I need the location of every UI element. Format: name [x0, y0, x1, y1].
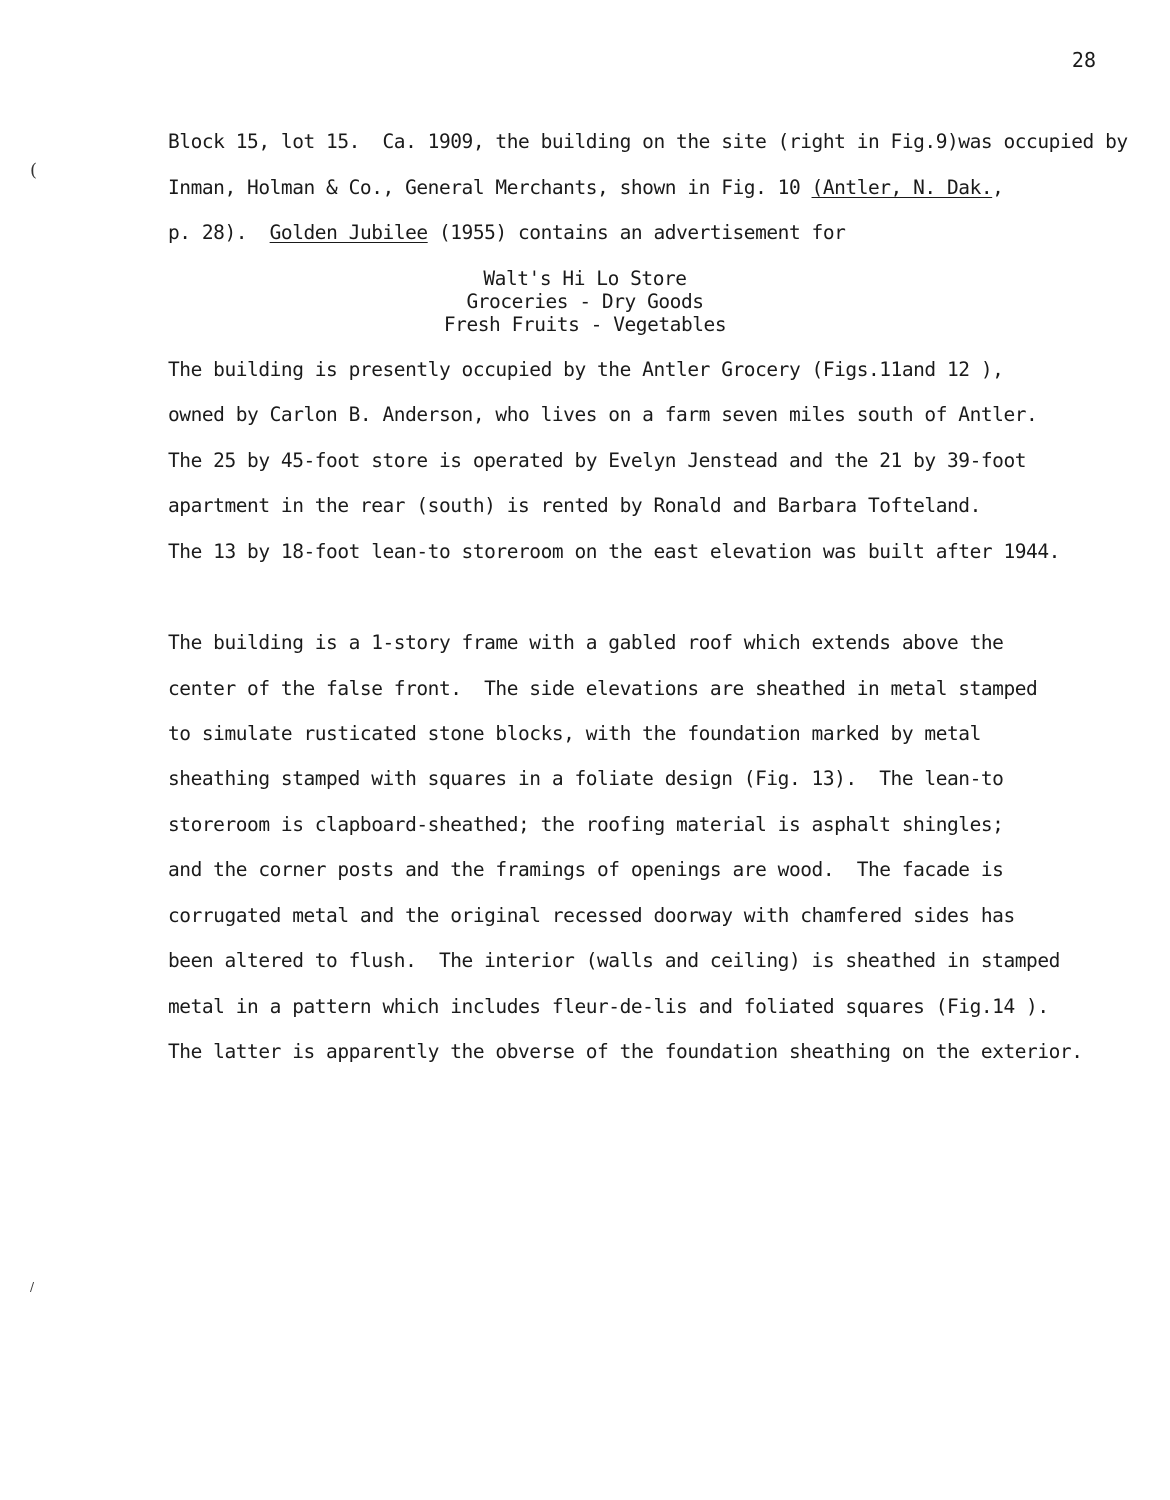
paragraph-3-line-2: center of the false front. The side elevations are sheathed in metal stamped [168, 677, 1038, 700]
paragraph-3-line-9: metal in a pattern which includes fleur-de-lis and foliated squares (Fig.14 ). [168, 995, 1049, 1018]
paragraph-1-line-3-end: (1955) contains an advertisement for [427, 221, 846, 244]
page-number: 28 [1071, 48, 1096, 72]
paragraph-3-line-10: The latter is apparently the obverse of the foundation sheathing on the exterior. [168, 1040, 1083, 1063]
paragraph-3-line-5: storeroom is clapboard-sheathed; the roofing material is asphalt shingles; [168, 813, 1004, 836]
paragraph-2-line-2: owned by Carlon B. Anderson, who lives on a farm seven miles south of Antler. [168, 403, 1038, 426]
paragraph-1-line-2-text: Inman, Holman & Co., General Merchants, shown in Fig. 10 [168, 176, 812, 199]
paragraph-2-line-1: The building is presently occupied by the Antler Grocery (Figs.11and 12 ), [168, 358, 1004, 381]
advertisement-line-1: Walt's Hi Lo Store [483, 267, 687, 290]
paragraph-1-line-3 [168, 221, 845, 245]
paragraph-1-line-2 [168, 176, 1003, 200]
citation-antler: (Antler, N. Dak. [811, 176, 993, 199]
paragraph-3-line-3: to simulate rusticated stone blocks, with the foundation marked by metal [168, 722, 981, 745]
margin-mark-parenthesis: ( [30, 160, 38, 181]
paragraph-2-line-4: apartment in the rear (south) is rented by Ronald and Barbara Tofteland. [168, 494, 981, 517]
citation-golden-jubilee: Golden Jubilee [269, 221, 428, 244]
paragraph-3-line-4: sheathing stamped with squares in a foliate design (Fig. 13). The lean-to [168, 767, 1004, 790]
paragraph-3-line-6: and the corner posts and the framings of openings are wood. The facade is [168, 858, 1004, 881]
paragraph-3-line-1: The building is a 1-story frame with a gabled roof which extends above the [168, 631, 1004, 654]
paragraph-3-line-7: corrugated metal and the original recessed doorway with chamfered sides has [168, 904, 1015, 927]
paragraph-1-line-2-end: , [992, 176, 1004, 199]
paragraph-2-line-5: The 13 by 18-foot lean-to storeroom on the east elevation was built after 1944. [168, 540, 1060, 563]
advertisement-line-2: Groceries - Dry Goods [466, 290, 704, 313]
paragraph-3-line-8: been altered to flush. The interior (walls and ceiling) is sheathed in stamped [168, 949, 1060, 972]
margin-mark-slash: / [30, 1280, 35, 1294]
advertisement-line-3: Fresh Fruits - Vegetables [443, 313, 727, 336]
paragraph-2-line-3: The 25 by 45-foot store is operated by Evelyn Jenstead and the 21 by 39-foot [168, 449, 1027, 472]
paragraph-1-line-1: Block 15, lot 15. Ca. 1909, the building on the site (right in Fig.9)was occupied by [168, 130, 1128, 153]
paragraph-1-line-3-text: p. 28). [168, 221, 270, 244]
